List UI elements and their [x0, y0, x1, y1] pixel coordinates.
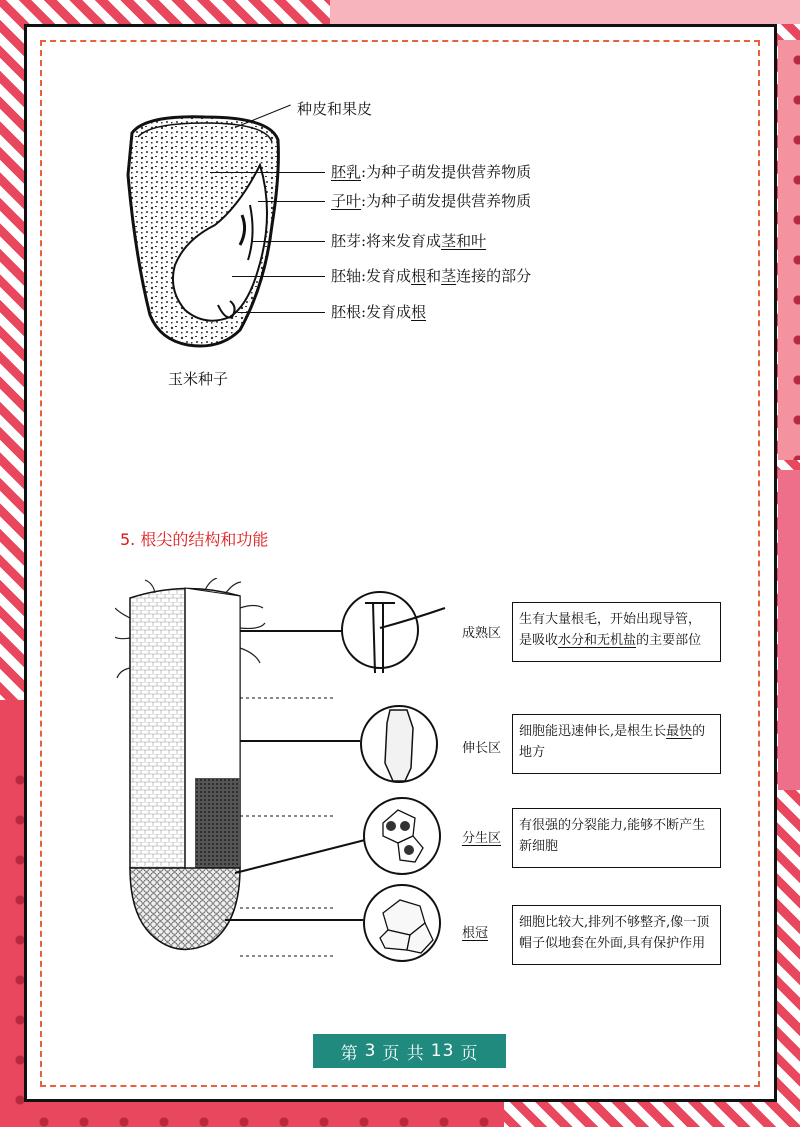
zone-label-elongation: 伸长区	[462, 741, 502, 756]
dotted-bottom-band	[24, 1102, 504, 1127]
elongation-desc-1: 细胞能迅速伸长,是根生长	[519, 724, 667, 739]
endosperm-desc: :为种子萌发提供营养物质	[361, 163, 532, 181]
cotyledon-desc: :为种子萌发提供营养物质	[361, 192, 532, 210]
label-pericarp: 种皮和果皮	[297, 100, 373, 118]
label-radicle	[331, 303, 426, 321]
root-cap-desc-2: 帽子似地套在外面,具有保护作用	[519, 936, 706, 951]
elongation-desc-2: 的	[692, 724, 706, 739]
maturation-desc-water: 水分	[558, 633, 585, 648]
zone-label-root-cap: 根冠	[462, 926, 489, 941]
leader-line-hypocotyl	[232, 276, 325, 277]
label-hypocotyl	[331, 267, 531, 285]
leader-line-radicle	[238, 312, 325, 313]
radicle-emphasis: 根	[411, 303, 427, 321]
page-mid: 页 共	[382, 1043, 425, 1064]
maturation-desc-2: 是吸收	[519, 633, 559, 648]
zone-label-maturation: 成熟区	[462, 626, 502, 641]
zone-label-meristem: 分生区	[462, 831, 502, 846]
label-cotyledon	[331, 192, 531, 210]
label-plumule	[331, 232, 486, 250]
section-heading: 5. 根尖的结构和功能	[120, 530, 269, 549]
dotted-left-band	[0, 760, 24, 1127]
endosperm-term: 胚乳	[331, 163, 362, 181]
dotted-right-band	[778, 40, 800, 460]
label-endosperm	[331, 163, 531, 181]
maturation-desc-salts: 无机盐	[597, 633, 637, 648]
cotyledon-term: 子叶	[331, 192, 362, 210]
page-number: 3	[364, 1041, 377, 1061]
desc-box-maturation	[512, 602, 721, 662]
leader-line-plumule	[252, 241, 325, 242]
elongation-desc-fastest: 最快	[666, 724, 693, 739]
radicle-prefix: 胚根:发育成	[331, 303, 412, 321]
plumule-emphasis: 茎和叶	[441, 232, 487, 250]
hypocotyl-emphasis1: 根	[411, 267, 427, 285]
elongation-desc-3: 地方	[519, 745, 546, 760]
meristem-desc-1: 有很强的分裂能力,能够不断产生	[519, 818, 706, 833]
desc-box-root-cap	[512, 905, 721, 965]
desc-box-meristem	[512, 808, 721, 868]
desc-box-elongation	[512, 714, 721, 774]
root-tip-illustration	[115, 578, 455, 978]
maturation-desc-and: 和	[584, 633, 598, 648]
hypocotyl-mid: 和	[426, 267, 442, 285]
corn-seed-illustration	[110, 95, 300, 355]
seed-caption: 玉米种子	[168, 370, 229, 388]
root-cap-desc-1: 细胞比较大,排列不够整齐,像一顶	[519, 915, 710, 930]
pink-top-band	[330, 0, 800, 24]
leader-line-cotyledon	[258, 201, 325, 202]
page-total: 13	[430, 1041, 455, 1061]
page-prefix: 第	[340, 1043, 359, 1064]
maturation-desc-1: 生有大量根毛，开始出现导管，	[519, 612, 702, 627]
page-indicator	[313, 1034, 506, 1068]
leader-line-endosperm	[210, 172, 325, 173]
hypocotyl-prefix: 胚轴:发育成	[331, 267, 412, 285]
hypocotyl-suffix: 连接的部分	[456, 267, 532, 285]
meristem-desc-2: 新细胞	[519, 839, 559, 854]
pink-right-band	[778, 470, 800, 790]
hypocotyl-emphasis2: 茎	[441, 267, 457, 285]
maturation-desc-3: 的主要部位	[636, 633, 702, 648]
plumule-prefix: 胚芽:将来发育成	[331, 232, 442, 250]
page-suffix: 页	[460, 1043, 479, 1064]
